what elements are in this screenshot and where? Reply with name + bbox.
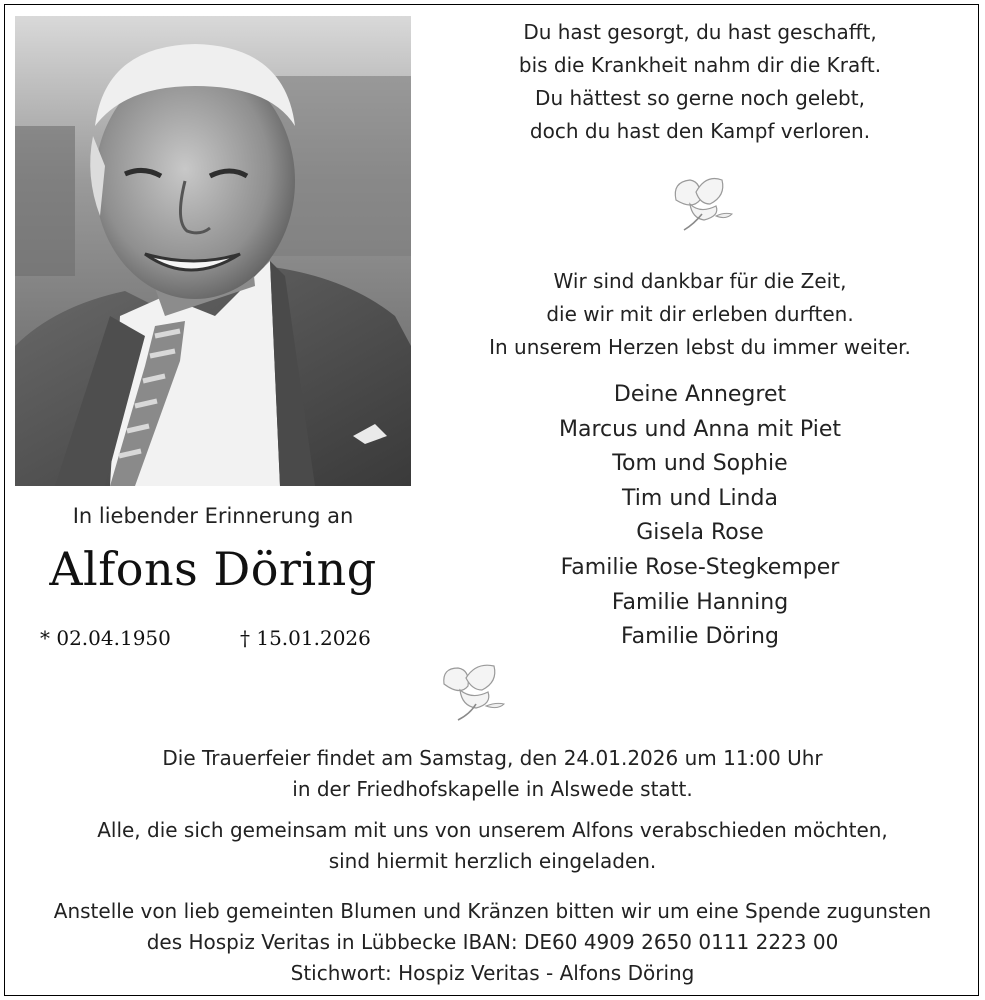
mourner-name: Familie Döring <box>621 624 779 650</box>
death-date: † 15.01.2026 <box>240 626 371 650</box>
funeral-line: Die Trauerfeier findet am Samstag, den 24.01.2026 um 11:00 Uhr <box>162 746 823 770</box>
poem-line: In unserem Herzen lebst du immer weiter. <box>489 335 911 359</box>
invitation-text <box>0 815 985 877</box>
poem-top <box>430 16 970 148</box>
portrait-photo <box>15 16 411 486</box>
memorial-intro: In liebender Erinnerung an <box>72 504 354 528</box>
poem-line: die wir mit dir erleben durften. <box>546 302 854 326</box>
mourner-name: Tom und Sophie <box>612 451 788 477</box>
invitation-line: Alle, die sich gemeinsam mit uns von unserem Alfons verabschieden möchten, <box>97 818 888 842</box>
magnolia-flower-icon <box>436 660 514 728</box>
poem-line: Du hättest so gerne noch gelebt, <box>535 86 865 110</box>
mourner-name: Marcus und Anna mit Piet <box>559 416 841 442</box>
invitation-line: sind hiermit herzlich eingeladen. <box>328 849 657 873</box>
donation-line: des Hospiz Veritas in Lübbecke IBAN: DE60 4909 2650 0111 2223 00 <box>146 930 839 954</box>
donation-info <box>0 896 985 989</box>
donation-line: Stichwort: Hospiz Veritas - Alfons Döring <box>290 961 695 985</box>
poem-line: Du hast gesorgt, du hast geschafft, <box>523 20 877 44</box>
deceased-name: Alfons Döring <box>49 542 377 596</box>
poem-line: doch du hast den Kampf verloren. <box>529 119 871 143</box>
mourner-name: Deine Annegret <box>613 382 787 407</box>
poem-line: bis die Krankheit nahm dir die Kraft. <box>518 53 882 77</box>
birth-date: * 02.04.1950 <box>40 626 171 650</box>
mourner-name: Familie Hanning <box>611 589 789 615</box>
poem-line: Wir sind dankbar für die Zeit, <box>553 269 847 293</box>
donation-line: Anstelle von lieb gemeinten Blumen und Kränzen bitten wir um eine Spende zugunsten <box>53 899 932 923</box>
mourner-name: Familie Rose-Stegkemper <box>560 554 840 580</box>
funeral-line: in der Friedhofskapelle in Alswede statt. <box>292 777 693 801</box>
funeral-info <box>0 743 985 805</box>
poem-bottom <box>430 265 970 364</box>
mourners-list <box>430 378 970 655</box>
mourner-name: Tim und Linda <box>622 485 778 511</box>
mourner-name: Gisela Rose <box>636 520 764 546</box>
magnolia-flower-icon <box>662 170 740 238</box>
